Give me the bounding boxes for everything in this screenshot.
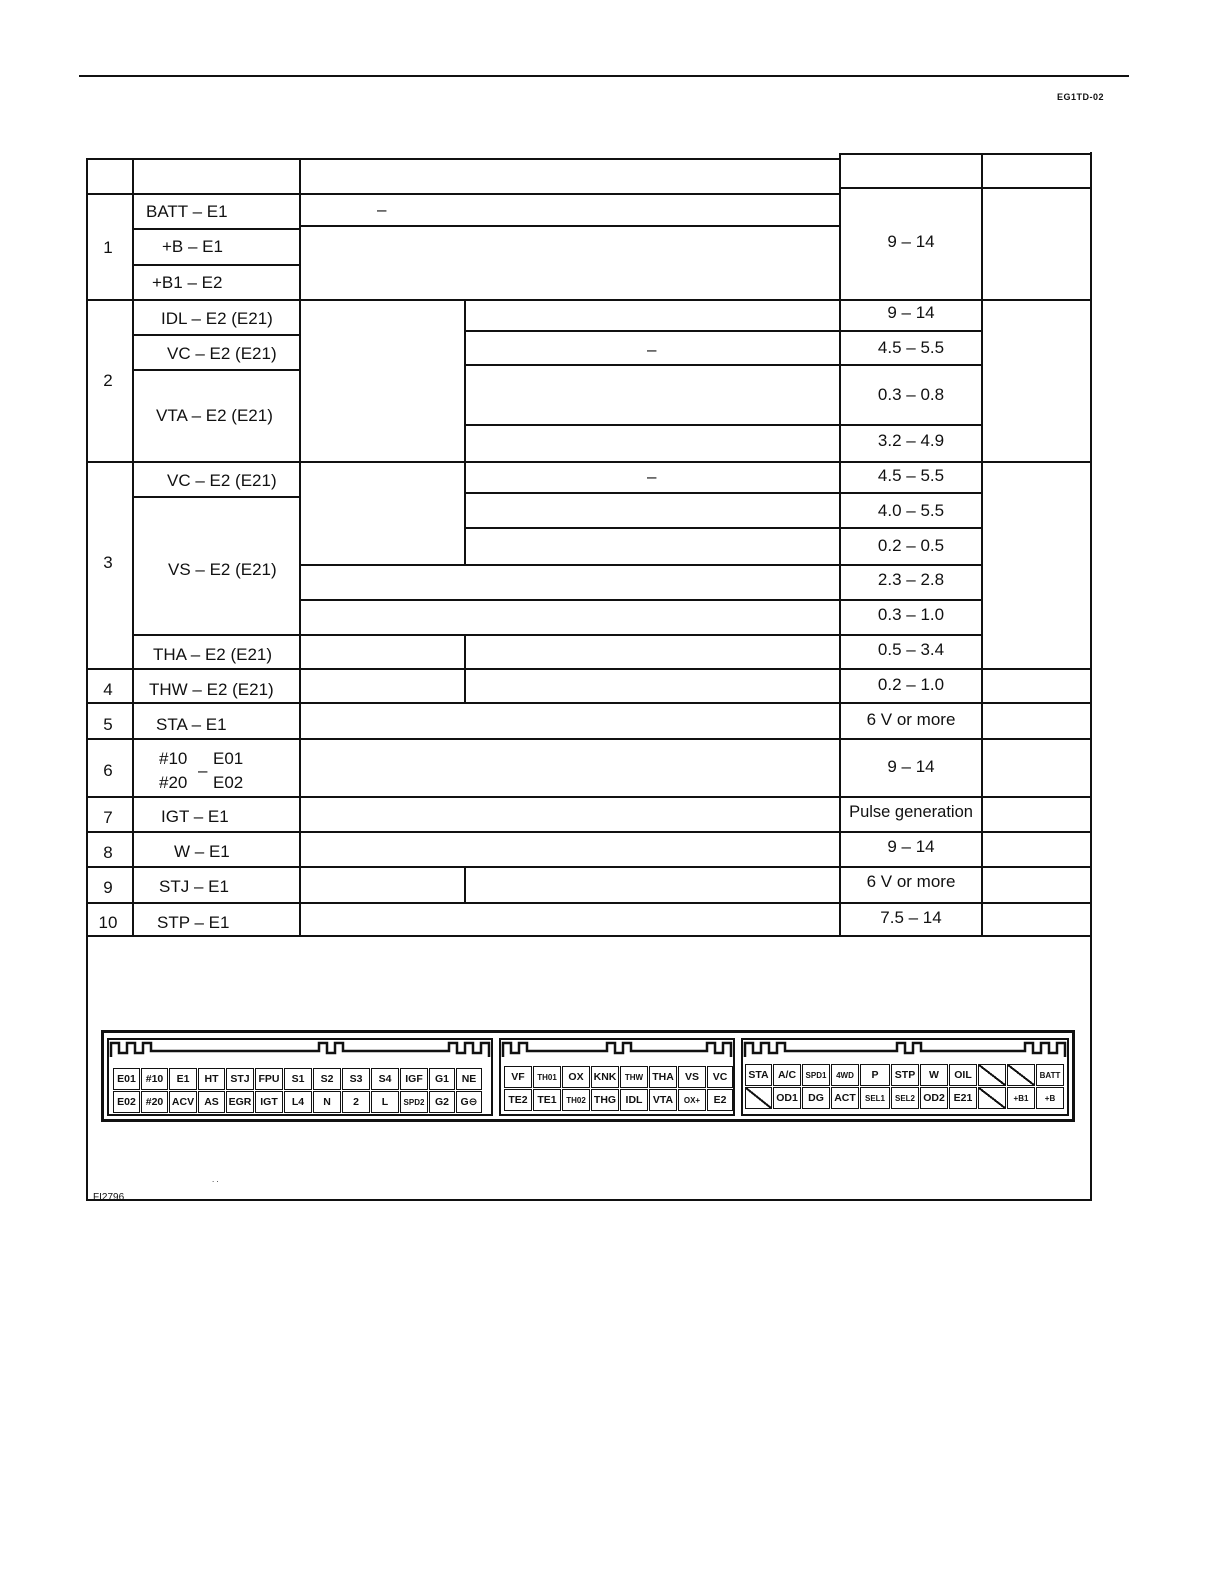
- pin-blank: [978, 1064, 1006, 1086]
- pin: OD2: [920, 1087, 948, 1109]
- row-line: [132, 228, 299, 230]
- row-no-1: 1: [103, 238, 113, 257]
- pin: THW: [620, 1066, 648, 1088]
- terminal-label: VTA – E2 (E21): [156, 406, 273, 425]
- pin: EGR: [226, 1091, 254, 1113]
- row-line: [132, 634, 982, 636]
- pin: VC: [707, 1066, 733, 1088]
- document-code: EG1TD-02: [1057, 92, 1105, 102]
- row-line: [132, 264, 299, 266]
- terminal-label: STP – E1: [157, 913, 230, 932]
- pin: STJ: [226, 1068, 254, 1090]
- condition-dash: –: [377, 200, 387, 219]
- block2-top-row: [504, 1066, 734, 1088]
- pin: THG: [591, 1089, 619, 1111]
- header-bottom-right: [839, 187, 1092, 189]
- col-line-remark: [981, 153, 983, 935]
- pin: KNK: [591, 1066, 619, 1088]
- voltage-value: 0.3 – 1.0: [877, 605, 945, 624]
- pin: N: [313, 1091, 341, 1113]
- connector-key-2: [501, 1039, 733, 1059]
- pin: OX: [562, 1066, 590, 1088]
- pin: DG: [802, 1087, 830, 1109]
- pin: L4: [284, 1091, 312, 1113]
- col-line-no: [132, 158, 134, 937]
- pin: G⊖: [456, 1091, 482, 1113]
- pin: TE1: [533, 1089, 561, 1111]
- section-line: [86, 831, 1092, 833]
- pin: S1: [284, 1068, 312, 1090]
- pin: VF: [504, 1066, 532, 1088]
- pin: +B: [1036, 1087, 1064, 1109]
- row-line: [464, 527, 982, 529]
- pin: G2: [429, 1091, 455, 1113]
- terminal-label: STJ – E1: [159, 877, 229, 896]
- row-no-9: 9: [103, 878, 113, 897]
- terminal-label: IDL – E2 (E21): [161, 309, 273, 328]
- row-line: [464, 364, 982, 366]
- pin: STP: [891, 1064, 919, 1086]
- row-no-8: 8: [103, 843, 113, 862]
- table-top-right: [839, 153, 1092, 155]
- figure-id: FI2796: [93, 1192, 125, 1203]
- pin: SEL1: [860, 1087, 890, 1109]
- row-line: [464, 424, 982, 426]
- terminal-label: BATT – E1: [146, 202, 228, 221]
- pin: VTA: [649, 1089, 677, 1111]
- pin: SPD1: [802, 1064, 830, 1086]
- pin: TE2: [504, 1089, 532, 1111]
- pin: IDL: [620, 1089, 648, 1111]
- connector-key-3: [743, 1039, 1067, 1059]
- row-no-10: 10: [98, 913, 118, 932]
- terminal-label: #20: [159, 773, 188, 792]
- pin: E02: [113, 1091, 140, 1113]
- pin: FPU: [255, 1068, 283, 1090]
- row-no-5: 5: [103, 715, 113, 734]
- row-line: [132, 334, 299, 336]
- pin: E1: [169, 1068, 197, 1090]
- condition-dash: –: [647, 467, 657, 486]
- voltage-value: 0.2 – 1.0: [877, 675, 945, 694]
- voltage-value: 0.2 – 0.5: [877, 536, 945, 555]
- terminal-dash: –: [198, 761, 208, 780]
- pin-blank: [1007, 1064, 1035, 1086]
- voltage-value: 4.5 – 5.5: [877, 466, 945, 485]
- condition-dash: –: [647, 340, 657, 359]
- pin: OD1: [773, 1087, 801, 1109]
- terminal-label: VS – E2 (E21): [168, 560, 277, 579]
- pin: 2: [342, 1091, 370, 1113]
- pin: E01: [113, 1068, 140, 1090]
- row-no-3: 3: [103, 553, 113, 572]
- row-line: [299, 599, 982, 601]
- table-bottom: [86, 935, 1092, 937]
- pin: IGF: [400, 1068, 428, 1090]
- pin: ACV: [169, 1091, 197, 1113]
- connector-key-1: [109, 1039, 491, 1059]
- terminal-label: W – E1: [174, 842, 230, 861]
- pin: P: [860, 1064, 890, 1086]
- header-bottom: [86, 193, 839, 195]
- figure-dots: . .: [212, 1175, 219, 1184]
- pin: BATT: [1036, 1064, 1064, 1086]
- pin: IGT: [255, 1091, 283, 1113]
- pin: OIL: [949, 1064, 977, 1086]
- pin: VS: [678, 1066, 706, 1088]
- table-border-right: [1090, 152, 1092, 1201]
- pin: G1: [429, 1068, 455, 1090]
- block2-bottom-row: [504, 1089, 734, 1111]
- pin: SPD2: [400, 1091, 428, 1113]
- section-line: [86, 702, 1092, 704]
- section-line: [86, 299, 1092, 301]
- pin: A/C: [773, 1064, 801, 1086]
- pin: S2: [313, 1068, 341, 1090]
- pin: HT: [198, 1068, 225, 1090]
- block3-bottom-row: [745, 1087, 1065, 1109]
- voltage-value: 9 – 14: [887, 232, 935, 251]
- section-line: [86, 738, 1092, 740]
- block1-top-row: [113, 1068, 483, 1090]
- pin: AS: [198, 1091, 225, 1113]
- pin: W: [920, 1064, 948, 1086]
- voltage-value: 4.5 – 5.5: [877, 338, 945, 357]
- section-line: [86, 796, 1092, 798]
- row-line: [299, 564, 982, 566]
- col-line-terminal: [299, 158, 301, 937]
- terminal-label: THW – E2 (E21): [149, 680, 274, 699]
- voltage-value: 4.0 – 5.5: [877, 501, 945, 520]
- voltage-value: 6 V or more: [866, 872, 956, 891]
- terminal-label: THA – E2 (E21): [153, 645, 273, 664]
- pin: OX+: [678, 1089, 706, 1111]
- pin: TH02: [562, 1089, 590, 1111]
- col-line-cond-c: [464, 868, 466, 902]
- voltage-value: 0.3 – 0.8: [877, 385, 945, 404]
- pin: L: [371, 1091, 399, 1113]
- pin: STA: [745, 1064, 772, 1086]
- table-top: [86, 158, 839, 160]
- voltage-value: 3.2 – 4.9: [877, 431, 945, 450]
- block1-bottom-row: [113, 1091, 483, 1113]
- terminal-label: VC – E2 (E21): [167, 471, 277, 490]
- voltage-value: 9 – 14: [887, 837, 935, 856]
- pin: TH01: [533, 1066, 561, 1088]
- pin: 4WD: [831, 1064, 859, 1086]
- row-line: [464, 492, 982, 494]
- pin: S3: [342, 1068, 370, 1090]
- row-line: [464, 330, 982, 332]
- row-line: [299, 225, 839, 227]
- row-line: [132, 496, 299, 498]
- voltage-value: Pulse generation: [849, 803, 973, 821]
- pin: ACT: [831, 1087, 859, 1109]
- terminal-label: VC – E2 (E21): [167, 344, 277, 363]
- terminal-label: STA – E1: [156, 715, 227, 734]
- row-no-7: 7: [103, 808, 113, 827]
- pin: S4: [371, 1068, 399, 1090]
- row-no-2: 2: [103, 371, 113, 390]
- terminal-label: +B1 – E2: [152, 273, 223, 292]
- row-no-6: 6: [103, 761, 113, 780]
- pin: SEL2: [891, 1087, 919, 1109]
- row-line: [132, 369, 299, 371]
- pin: E2: [707, 1089, 733, 1111]
- terminal-label: #10: [159, 749, 188, 768]
- figure-bottom: [86, 1199, 1092, 1201]
- pin: E21: [949, 1087, 977, 1109]
- section-line: [86, 668, 1092, 670]
- row-no-4: 4: [103, 680, 113, 699]
- header-rule: [79, 75, 1129, 77]
- section-line: [86, 461, 1092, 463]
- terminal-label: +B – E1: [162, 237, 223, 256]
- terminal-label: IGT – E1: [161, 807, 229, 826]
- voltage-value: 6 V or more: [866, 710, 956, 729]
- voltage-value: 2.3 – 2.8: [877, 570, 945, 589]
- block3-top-row: [745, 1064, 1065, 1086]
- terminal-label: E02: [213, 773, 244, 792]
- terminal-label: E01: [213, 749, 244, 768]
- section-line: [86, 902, 1092, 904]
- table-border-left: [86, 158, 88, 1201]
- voltage-value: 7.5 – 14: [880, 908, 942, 927]
- pin: NE: [456, 1068, 482, 1090]
- pin: #10: [141, 1068, 168, 1090]
- pin-blank: [745, 1087, 772, 1109]
- voltage-value: 9 – 14: [887, 303, 935, 322]
- pin-blank: [978, 1087, 1006, 1109]
- voltage-value: 9 – 14: [887, 757, 935, 776]
- pin: +B1: [1007, 1087, 1035, 1109]
- section-line: [86, 866, 1092, 868]
- pin: THA: [649, 1066, 677, 1088]
- pin: #20: [141, 1091, 168, 1113]
- voltage-value: 0.5 – 3.4: [877, 640, 945, 659]
